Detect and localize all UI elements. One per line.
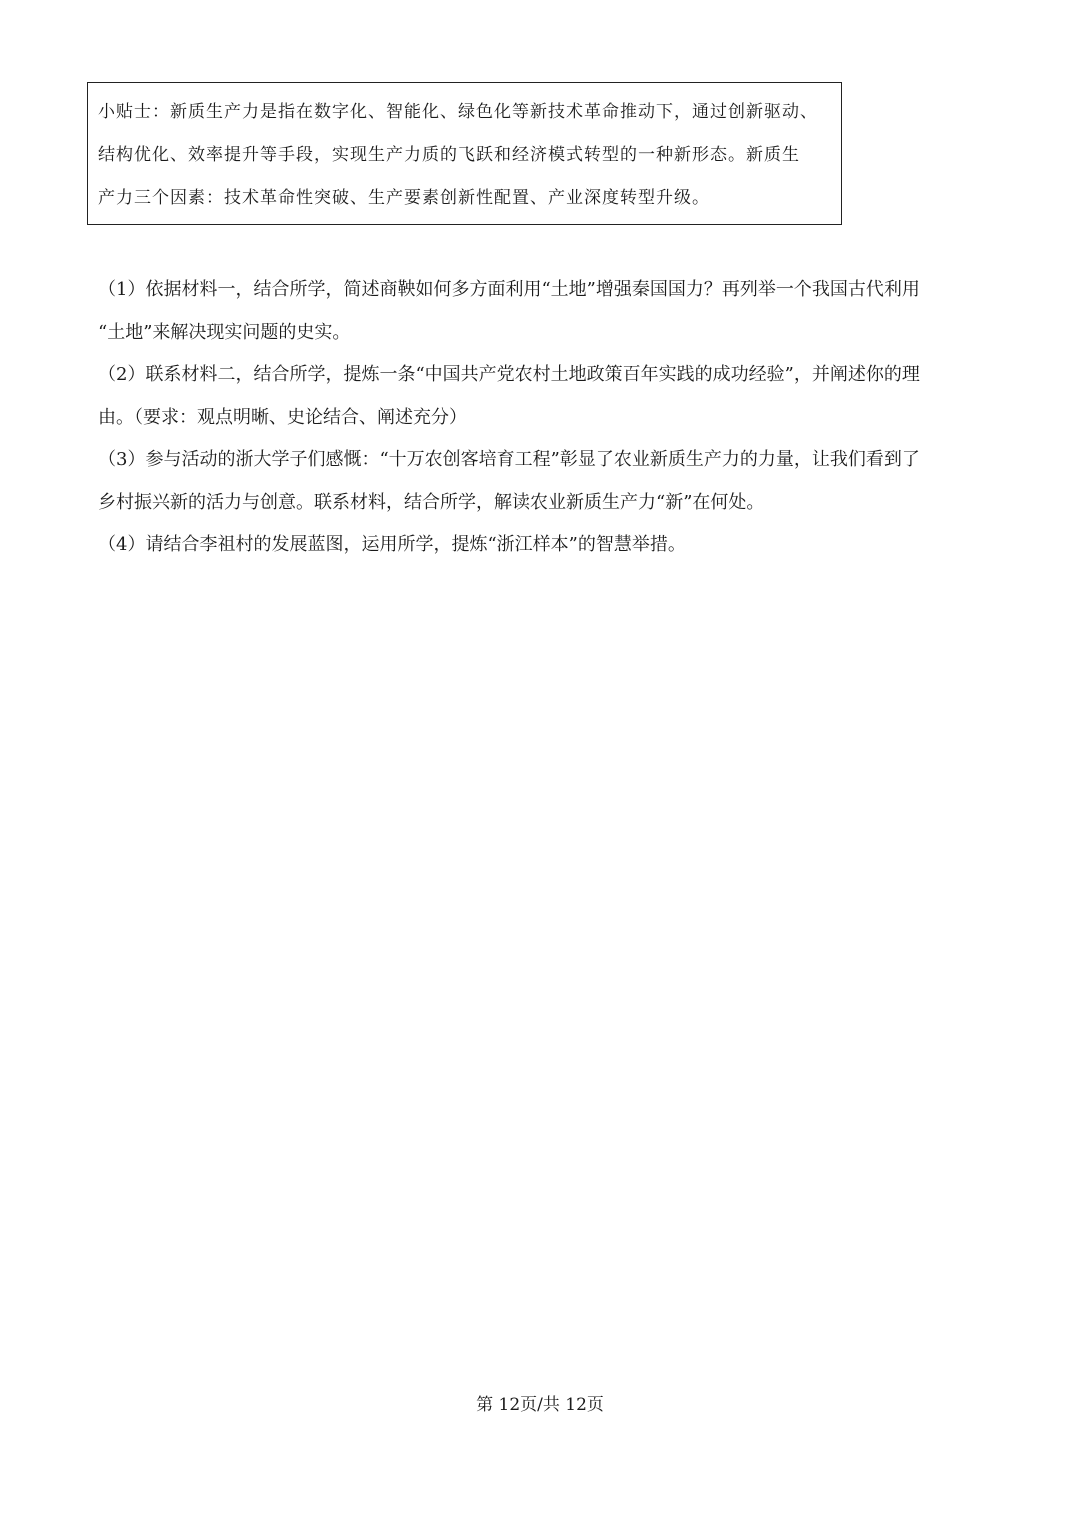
question-4 (98, 524, 988, 567)
page-footer (0, 1390, 1080, 1415)
question-1-line-2: “土地”来解决现实问题的史实。 (98, 321, 351, 343)
tip-line-2: 结构优化、效率提升等手段，实现生产力质的飞跃和经济模式转型的一种新形态。新质生 (98, 145, 800, 165)
question-2-line-2: 由。（要求：观点明晰、史论结合、阐述充分） (98, 406, 467, 428)
question-2 (98, 354, 988, 439)
question-2-line-1: （2）联系材料二，结合所学，提炼一条“中国共产党农村土地政策百年实践的成功经验”，并阐述你的理 (98, 364, 920, 385)
question-1-line-1: （1）依据材料一，结合所学，简述商鞅如何多方面利用“土地”增强秦国国力？再列举一个我国古代利用 (98, 279, 920, 300)
page-number: 第 12页/共 12页 (476, 1395, 604, 1415)
question-3-line-1: （3）参与活动的浙大学子们感慨：“十万农创客培育工程”彰显了农业新质生产力的力量，让我们看到了 (98, 449, 920, 470)
question-4-line-1: （4）请结合李祖村的发展蓝图，运用所学，提炼“浙江样本”的智慧举措。 (98, 534, 686, 555)
tip-line-1: 小贴士：新质生产力是指在数字化、智能化、绿色化等新技术革命推动下，通过创新驱动、 (98, 102, 818, 122)
tip-line-3: 产力三个因素：技术革命性突破、生产要素创新性配置、产业深度转型升级。 (98, 188, 710, 208)
questions-section (98, 269, 988, 567)
question-3 (98, 439, 988, 524)
question-1 (98, 269, 988, 354)
tip-box (87, 82, 842, 225)
question-3-line-2: 乡村振兴新的活力与创意。联系材料，结合所学，解读农业新质生产力“新”在何处。 (98, 491, 765, 513)
